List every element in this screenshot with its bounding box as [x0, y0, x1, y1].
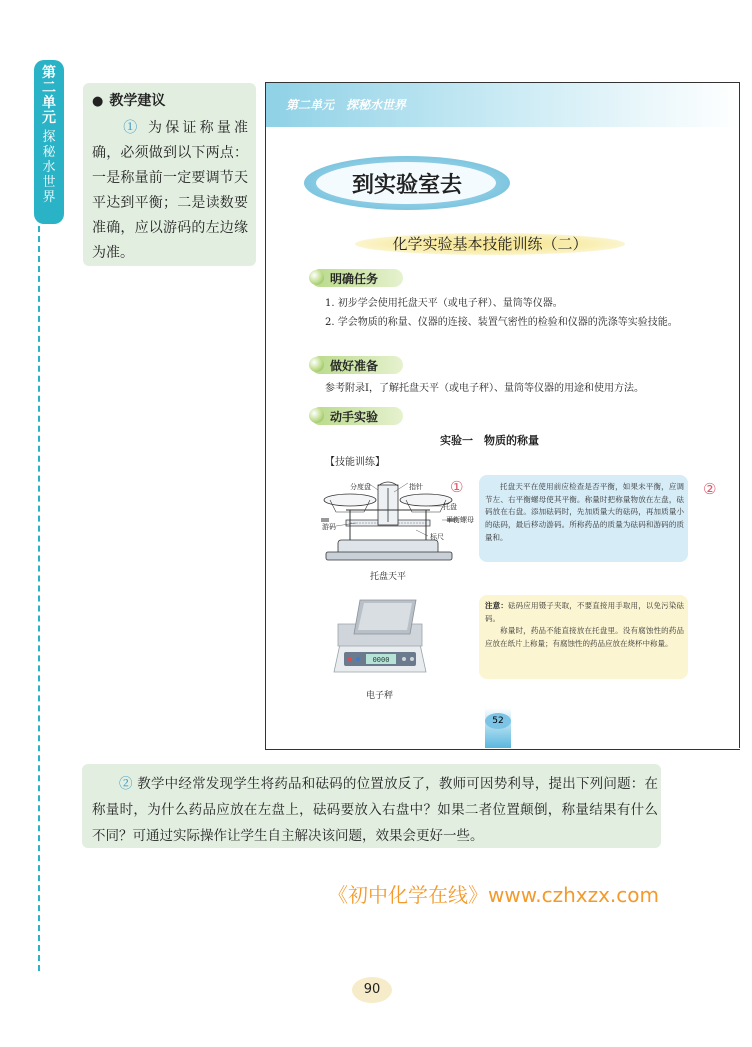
label-nut: 平衡螺母: [446, 516, 474, 524]
caution-label: 注意：: [485, 601, 508, 610]
section-ball-icon: [309, 270, 324, 285]
section-label-tasks: 明确任务: [330, 272, 379, 286]
lesson-subtitle: 化学实验基本技能训练（二）: [392, 235, 588, 253]
inner-page-number: 52: [485, 713, 511, 729]
balance-illustration: [316, 470, 466, 565]
side-dashed-line: [38, 226, 40, 971]
label-tray: 托盘: [443, 503, 457, 511]
bottom-note-body: 教学中经常发现学生将药品和砝码的位置放反了，教师可因势利导，提出下列问题：在称量时，为什么药品应放在左盘上，砝码要放入右盘中？如果二者位置颠倒，称量结果有什么不同？可通过实际操作让学生自主解决该问题，效果会更好一些。: [92, 776, 659, 844]
label-dial: 分度盘: [350, 483, 371, 491]
caution-note-text: [485, 600, 684, 651]
caution-text-2: 称量时，药品不能直接放在托盘里。没有腐蚀性的药品应放在纸片上称量；有腐蚀性的药品应放在烧杯中称量。: [485, 626, 684, 649]
tip-marker: ①: [120, 120, 141, 136]
task-line-1: 1. 初步学会使用托盘天平（或电子秤）、量筒等仪器。: [325, 298, 563, 309]
section-label-prep: 做好准备: [330, 359, 379, 373]
task-line-2: 2. 学会物质的称量、仪器的连接、装置气密性的检验和仪器的洗涤等实验技能。: [325, 317, 678, 328]
section-ball-icon: [309, 357, 324, 372]
prep-line-1: 参考附录Ⅰ，了解托盘天平（或电子秤）、量筒等仪器的用途和使用方法。: [325, 383, 644, 394]
caution-text-1: 砝码应用镊子夹取，不要直接用手取用，以免污染砝码。: [485, 601, 685, 623]
electronic-scale-illustration: [330, 594, 430, 684]
page-number: 90: [352, 977, 392, 1003]
textbook-header-text: 第二单元 探秘水世界: [286, 98, 407, 112]
unit-theme: 探 秘 水 世 界: [42, 130, 56, 205]
textbook-header: [266, 83, 739, 127]
scale-caption: 电子秤: [366, 691, 394, 701]
watermark-text: 《初中化学在线》www.czhxzx.com: [328, 883, 660, 907]
label-pointer: 指针: [409, 483, 423, 491]
tip-body: 为保证称量准确，必须做到以下两点：一是称量前一定要调节天平达到平衡；二是读数要准确，应以游码的左边缘为准。: [92, 120, 249, 261]
bottom-note-marker: ②: [119, 776, 133, 792]
unit-side-tab: [34, 60, 64, 224]
scale-display: 0000: [372, 656, 390, 664]
section-label-experiment: 动手实验: [330, 410, 379, 424]
teaching-tip-title: [92, 90, 165, 110]
section-ball-icon: [309, 408, 324, 423]
experiment-title: 实验一 物质的称量: [440, 434, 539, 447]
bottom-note-text: [92, 771, 658, 849]
textbook-page-edge: [739, 82, 740, 748]
label-scale: 标尺: [430, 533, 444, 541]
marker-2: ②: [703, 480, 717, 498]
marker-1: ①: [450, 478, 464, 496]
teaching-tip-text: [92, 116, 248, 266]
banner-title: 到实验室去: [351, 173, 462, 198]
unit-label: 第 二 单 元: [42, 65, 56, 126]
teaching-tip-title-text: 教学建议: [109, 93, 166, 109]
skill-training-label: 【技能训练】: [325, 457, 385, 468]
label-rider: 游码: [322, 523, 336, 531]
balance-note-text: 托盘天平在使用前应检查是否平衡，如果未平衡，应调节左、右平衡螺母使其平衡。称量时把称量物放在左盘，砝码放在右盘。添加砝码时，先加质量大的砝码，再加质量小的砝码，最后移动游码。所称药品的质量为砝码和游码的质量和。: [485, 482, 684, 542]
balance-caption: 托盘天平: [370, 572, 407, 582]
bullet-icon: ●: [92, 94, 104, 109]
